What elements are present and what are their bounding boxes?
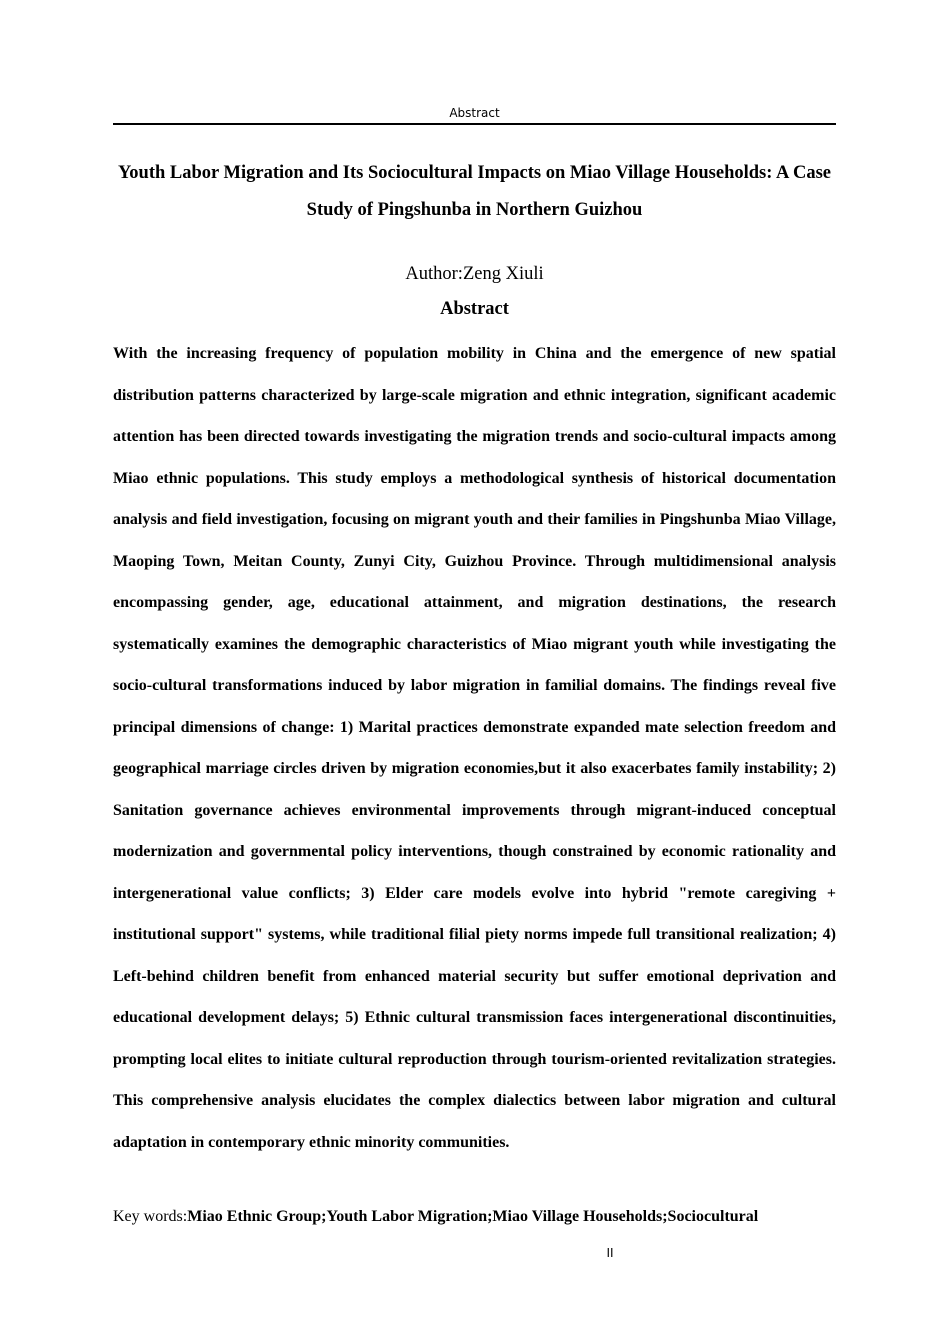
- abstract-body: With the increasing frequency of population mobility in China and the emergence of new spatial distribution patterns characterized by large-scale migration and ethnic integration, significant academic attention has been directed towards investigating the migration trends and socio-cultural impacts among Miao ethnic populations. This study employs a methodological synthesis of historical documentation analysis and field investigation, focusing on migrant youth and their families in Pingshunba Miao Village, Maoping Town, Meitan County, Zunyi City, Guizhou Province. Through multidimensional analysis encompassing gender, age, educational attainment, and migration destinations, the research systematically examines the demographic characteristics of Miao migrant youth while investigating the socio-cultural transformations induced by labor migration in familial domains. The findings reveal five principal dimensions of change: 1) Marital practices demonstrate expanded mate selection freedom and geographical marriage circles driven by migration economies,but it also exacerbates family instability; 2) Sanitation governance achieves environmental improvements through migrant-induced conceptual modernization and governmental policy interventions, though constrained by economic rationality and intergenerational value conflicts; 3) Elder care models evolve into hybrid "remote caregiving + institutional support" systems, while traditional filial piety norms impede full transitional realization; 4) Left-behind children benefit from enhanced material security but suffer emotional deprivation and educational development delays; 5) Ethnic cultural transmission faces intergenerational discontinuities, prompting local elites to initiate cultural reproduction through tourism-oriented revitalization strategies. This comprehensive analysis elucidates the complex dialectics between labor migration and cultural adaptation in contemporary ethnic minority communities.: [113, 345, 836, 1151]
- abstract-heading: Abstract: [440, 299, 509, 319]
- author-line: Author:Zeng Xiuli: [405, 264, 544, 284]
- keywords-label: Key words:: [113, 1208, 188, 1225]
- page-number: II: [606, 1246, 614, 1260]
- keywords-line: [113, 1205, 836, 1229]
- header-divider: [113, 123, 836, 125]
- paper-title: Youth Labor Migration and Its Sociocultural Impacts on Miao Village Households: A Case Study of Pingshunba in Northern Guizhou: [117, 163, 831, 220]
- keywords-values: Miao Ethnic Group;Youth Labor Migration;Miao Village Households;Sociocultural: [187, 1208, 759, 1225]
- running-header: Abstract: [449, 106, 500, 120]
